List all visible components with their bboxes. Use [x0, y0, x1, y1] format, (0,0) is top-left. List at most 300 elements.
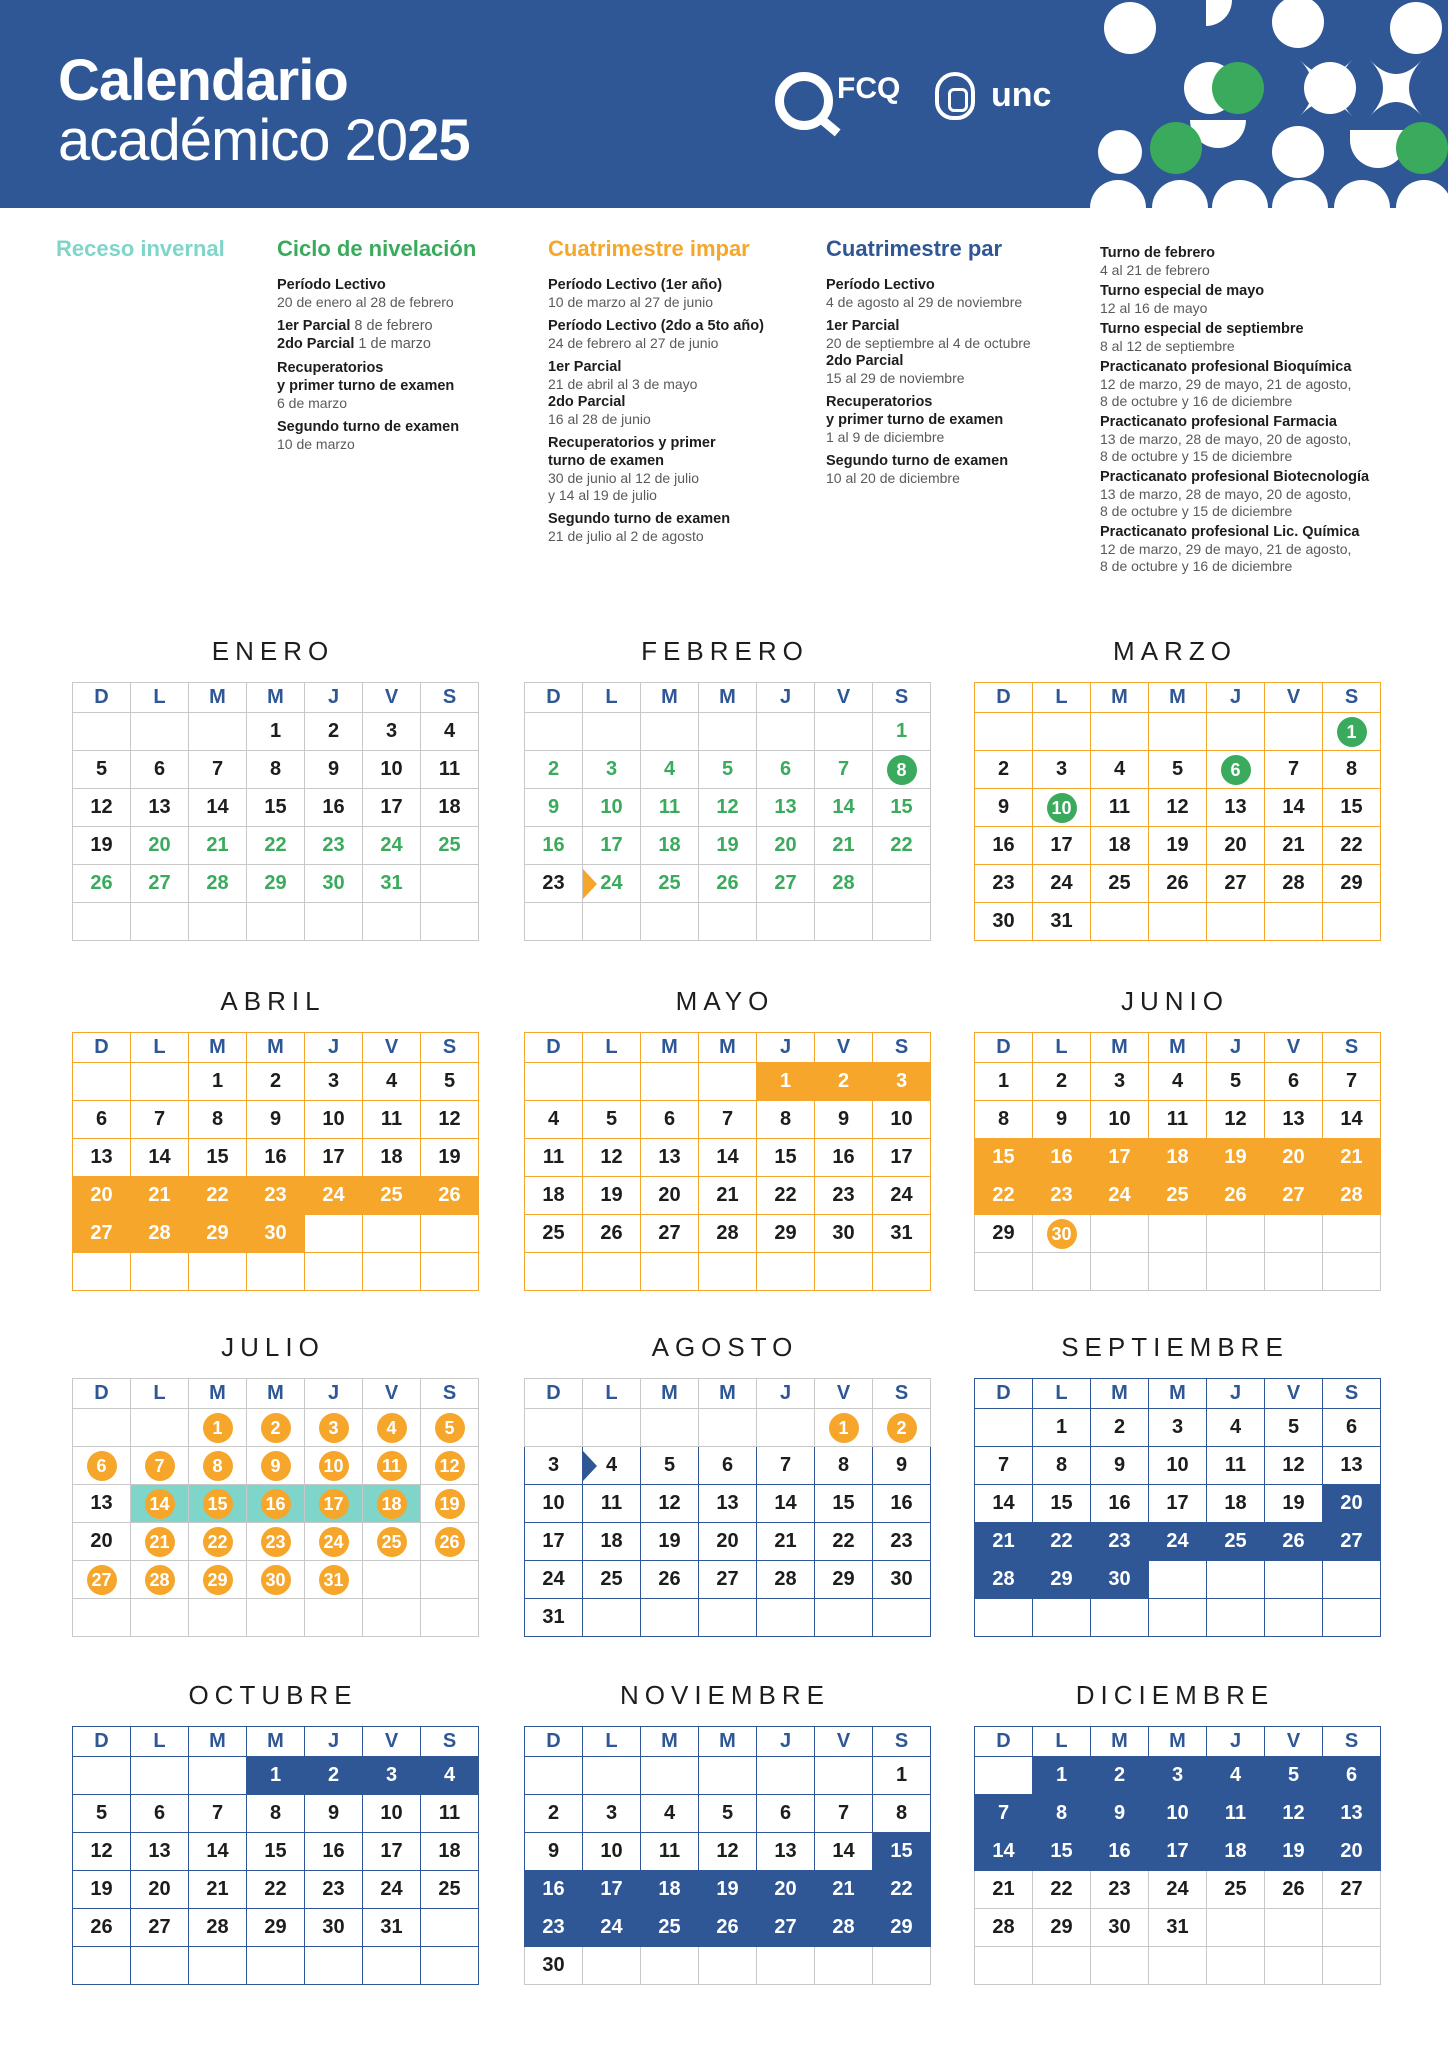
empty-cell: [1033, 1599, 1091, 1637]
day-cell: [73, 1215, 131, 1253]
day-cell: [73, 865, 131, 903]
day-number: 18: [1166, 1146, 1189, 1168]
day-number: 27: [658, 1222, 681, 1244]
day-cell: [305, 1447, 363, 1485]
day-number: 9: [895, 1454, 908, 1476]
empty-cell: [1091, 1599, 1149, 1637]
empty-cell: [641, 903, 699, 941]
day-cell: [363, 1909, 421, 1947]
day-number: 31: [542, 1606, 565, 1628]
day-cell: [583, 1523, 641, 1561]
day-number: 18: [380, 1146, 403, 1168]
week-row: [975, 751, 1381, 789]
day-cell: [363, 1063, 421, 1101]
day-number: 3: [385, 720, 398, 742]
empty-cell: [525, 1757, 583, 1795]
day-number: 26: [1224, 1184, 1247, 1206]
day-cell: [1033, 903, 1091, 941]
day-number-circled: 21: [145, 1527, 175, 1557]
day-cell: [699, 1909, 757, 1947]
day-number: 5: [1171, 758, 1184, 780]
unc-logo: [935, 72, 1055, 128]
day-cell: [873, 1561, 931, 1599]
day-number-circled: 4: [377, 1413, 407, 1443]
weekday-label: J: [757, 1727, 815, 1757]
day-number: 20: [90, 1184, 113, 1206]
day-number: 4: [663, 1802, 676, 1824]
day-number: 23: [1108, 1878, 1131, 1900]
day-number: 12: [1282, 1454, 1305, 1476]
empty-cell: [363, 1599, 421, 1637]
day-number: 1: [269, 720, 282, 742]
month-table: [974, 682, 1381, 941]
day-cell: [189, 1063, 247, 1101]
day-number: 22: [992, 1184, 1015, 1206]
day-cell: [583, 1795, 641, 1833]
day-cell: [641, 1795, 699, 1833]
day-number: 4: [385, 1070, 398, 1092]
empty-cell: [873, 1947, 931, 1985]
empty-cell: [1149, 1253, 1207, 1291]
day-cell: [189, 1485, 247, 1523]
day-number: 11: [600, 1492, 623, 1514]
day-cell: [757, 1909, 815, 1947]
week-row: [525, 1139, 931, 1177]
day-number: 15: [264, 796, 287, 818]
week-row: [975, 865, 1381, 903]
week-row: [975, 1101, 1381, 1139]
legend-item: [277, 276, 507, 311]
day-cell: [1207, 865, 1265, 903]
day-number: 30: [1108, 1568, 1131, 1590]
day-cell: [815, 1795, 873, 1833]
empty-cell: [363, 1947, 421, 1985]
day-number: 4: [443, 720, 456, 742]
day-cell: [1033, 751, 1091, 789]
day-cell: [247, 1871, 305, 1909]
day-number: 8: [269, 1802, 282, 1824]
day-number: 8: [895, 1802, 908, 1824]
day-cell: [1323, 1833, 1381, 1871]
weekday-label: D: [975, 1033, 1033, 1063]
day-cell: [583, 1833, 641, 1871]
empty-cell: [583, 1757, 641, 1795]
day-cell: [1091, 1485, 1149, 1523]
day-cell: [1091, 751, 1149, 789]
weekday-label: L: [583, 1727, 641, 1757]
day-number: 28: [1340, 1184, 1363, 1206]
day-cell: [1091, 1561, 1149, 1599]
day-number: 11: [658, 1840, 681, 1862]
empty-cell: [641, 1757, 699, 1795]
day-cell: [1207, 827, 1265, 865]
weekday-label: V: [815, 1379, 873, 1409]
day-cell: [699, 1101, 757, 1139]
week-row: [73, 1063, 479, 1101]
empty-cell: [1265, 1253, 1323, 1291]
day-number: 13: [1224, 796, 1247, 818]
legend-item-title: Turno especial de septiembre: [1100, 321, 1304, 337]
weekday-label: J: [305, 1033, 363, 1063]
title-line-2: [58, 110, 470, 172]
day-cell: [363, 1523, 421, 1561]
day-number: 9: [547, 1840, 560, 1862]
week-row: [525, 827, 931, 865]
day-number: 19: [1166, 834, 1189, 856]
weekday-label: M: [1149, 1727, 1207, 1757]
day-number: 7: [211, 1802, 224, 1824]
day-cell: [1091, 789, 1149, 827]
empty-cell: [1207, 1909, 1265, 1947]
day-cell: [525, 1795, 583, 1833]
day-number: 3: [547, 1454, 560, 1476]
day-number: 15: [1050, 1492, 1073, 1514]
day-cell: [1323, 1447, 1381, 1485]
day-number: 3: [895, 1070, 908, 1092]
legend-item-title: Recuperatorios y primer turno de examen: [826, 394, 1004, 428]
day-number: 28: [148, 1222, 171, 1244]
day-cell: [189, 1561, 247, 1599]
legend-receso: [56, 236, 246, 276]
day-cell: [1323, 1795, 1381, 1833]
day-number-circled: 10: [319, 1451, 349, 1481]
legend-item: [1100, 358, 1420, 410]
day-cell: [363, 1485, 421, 1523]
day-cell: [815, 1447, 873, 1485]
legend-item-date: 1 al 9 de diciembre: [826, 429, 945, 445]
day-cell: [641, 1215, 699, 1253]
day-cell: [975, 1215, 1033, 1253]
day-number: 30: [264, 1222, 287, 1244]
empty-cell: [1033, 1947, 1091, 1985]
week-row: [73, 713, 479, 751]
week-row: [73, 789, 479, 827]
day-cell: [1265, 827, 1323, 865]
empty-cell: [757, 1253, 815, 1291]
day-number: 26: [1166, 872, 1189, 894]
day-cell: [1033, 1523, 1091, 1561]
day-number: 30: [890, 1568, 913, 1590]
empty-cell: [73, 1253, 131, 1291]
day-number: 27: [1340, 1530, 1363, 1552]
day-number: 30: [322, 872, 345, 894]
day-cell: [305, 1909, 363, 1947]
day-number-circled: 8: [887, 755, 917, 785]
day-number: 6: [663, 1108, 676, 1130]
decorative-pattern: [1090, 0, 1448, 208]
day-cell: [975, 1063, 1033, 1101]
day-cell: [363, 713, 421, 751]
day-cell: [1207, 1063, 1265, 1101]
day-cell: [1207, 1447, 1265, 1485]
weekday-label: L: [1033, 683, 1091, 713]
day-cell: [815, 1523, 873, 1561]
day-number-circled: 3: [319, 1413, 349, 1443]
weekday-header-row: [525, 1379, 931, 1409]
day-cell: [815, 865, 873, 903]
weekday-label: S: [1323, 683, 1381, 713]
period-start-marker-icon: [583, 869, 597, 899]
week-row: [525, 713, 931, 751]
day-number: 9: [547, 796, 560, 818]
legend-item-date: 24 de febrero al 27 de junio: [548, 335, 719, 351]
week-row: [975, 1485, 1381, 1523]
week-row: [525, 1561, 931, 1599]
day-cell: [1207, 751, 1265, 789]
day-number: 22: [1050, 1878, 1073, 1900]
empty-cell: [1091, 713, 1149, 751]
day-number: 10: [890, 1108, 913, 1130]
day-number: 14: [992, 1840, 1015, 1862]
day-number: 18: [658, 1878, 681, 1900]
legend-item-title: Practicanato profesional Farmacia: [1100, 414, 1337, 430]
day-number: 19: [90, 1878, 113, 1900]
weekday-label: M: [247, 1033, 305, 1063]
weekday-label: M: [247, 683, 305, 713]
day-cell: [815, 1561, 873, 1599]
legend-item-date: 10 al 20 de diciembre: [826, 470, 960, 486]
empty-cell: [699, 903, 757, 941]
day-cell: [1033, 1833, 1091, 1871]
week-row: [73, 1139, 479, 1177]
day-number: 6: [1287, 1070, 1300, 1092]
legend-item-date: 21 de julio al 2 de agosto: [548, 528, 704, 544]
empty-cell: [73, 1063, 131, 1101]
legend-item-date: 13 de marzo, 28 de mayo, 20 de agosto, 8 de octubre y 15 de diciembre: [1100, 486, 1352, 519]
day-cell: [975, 1795, 1033, 1833]
week-row: [73, 1523, 479, 1561]
weekday-label: J: [1207, 683, 1265, 713]
empty-cell: [757, 713, 815, 751]
day-number: 17: [380, 1840, 403, 1862]
weekday-header-row: [975, 1727, 1381, 1757]
weekday-label: M: [641, 683, 699, 713]
day-number-circled: 1: [1337, 717, 1367, 747]
day-number: 4: [605, 1454, 618, 1476]
day-cell: [421, 1833, 479, 1871]
day-cell: [421, 1447, 479, 1485]
day-number: 20: [774, 834, 797, 856]
week-row: [73, 1833, 479, 1871]
month-name: AGOSTO: [651, 1332, 799, 1362]
empty-cell: [1207, 1599, 1265, 1637]
day-number-circled: 22: [203, 1527, 233, 1557]
empty-cell: [247, 1599, 305, 1637]
day-cell: [583, 865, 641, 903]
week-row: [975, 1215, 1381, 1253]
week-row: [73, 1101, 479, 1139]
day-number: 28: [206, 872, 229, 894]
legend-item-date: 15 al 29 de noviembre: [826, 370, 965, 386]
day-number: 24: [1108, 1184, 1131, 1206]
day-cell: [873, 1523, 931, 1561]
empty-cell: [131, 1599, 189, 1637]
legend-item-title: Practicanato profesional Biotecnología: [1100, 469, 1370, 485]
empty-cell: [1091, 1947, 1149, 1985]
day-cell: [1033, 1409, 1091, 1447]
month-name: ENERO: [211, 636, 335, 666]
day-cell: [757, 1485, 815, 1523]
empty-cell: [1265, 713, 1323, 751]
weekday-label: L: [131, 1379, 189, 1409]
day-number: 1: [1055, 1764, 1068, 1786]
day-cell: [641, 1485, 699, 1523]
day-number-circled: 16: [261, 1489, 291, 1519]
week-row: [73, 1215, 479, 1253]
day-cell: [247, 1485, 305, 1523]
empty-cell: [305, 903, 363, 941]
empty-cell: [189, 1253, 247, 1291]
weekday-header-row: [73, 1727, 479, 1757]
weekday-header-row: [73, 1033, 479, 1063]
day-number: 27: [1224, 872, 1247, 894]
empty-cell: [1207, 903, 1265, 941]
day-number: 15: [1050, 1840, 1073, 1862]
day-cell: [641, 1909, 699, 1947]
month-table: [974, 1726, 1381, 1985]
title-line-2-b: 25: [407, 108, 470, 173]
day-number-circled: 9: [261, 1451, 291, 1481]
unc-seal-icon: [935, 72, 975, 120]
day-number: 16: [1050, 1146, 1073, 1168]
month-table: [72, 1726, 479, 1985]
day-cell: [189, 1101, 247, 1139]
day-number: 21: [1340, 1146, 1363, 1168]
day-number: 22: [264, 834, 287, 856]
week-row: [73, 1871, 479, 1909]
legend-item-date: 12 de marzo, 29 de mayo, 21 de agosto, 8 de octubre y 16 de diciembre: [1100, 541, 1352, 574]
day-number: 23: [832, 1184, 855, 1206]
day-cell: [873, 1485, 931, 1523]
legend-item-title: Período Lectivo: [277, 277, 386, 293]
day-cell: [815, 1909, 873, 1947]
day-number: 3: [605, 1802, 618, 1824]
day-number: 29: [832, 1568, 855, 1590]
day-cell: [1091, 1177, 1149, 1215]
page-title: [58, 48, 470, 173]
day-number: 13: [774, 1840, 797, 1862]
day-cell: [1033, 1757, 1091, 1795]
week-row: [73, 1561, 479, 1599]
day-cell: [815, 827, 873, 865]
day-number: 11: [438, 1802, 461, 1824]
day-number: 7: [211, 758, 224, 780]
day-cell: [421, 1757, 479, 1795]
legend-item-title: Practicanato profesional Bioquímica: [1100, 359, 1352, 375]
day-cell: [1149, 789, 1207, 827]
month-name: JUNIO: [1121, 986, 1229, 1016]
day-cell: [1207, 1409, 1265, 1447]
empty-cell: [73, 1409, 131, 1447]
month-name: SEPTIEMBRE: [1061, 1332, 1289, 1362]
day-number: 29: [1050, 1568, 1073, 1590]
empty-cell: [1091, 1215, 1149, 1253]
empty-cell: [305, 1599, 363, 1637]
empty-cell: [699, 1757, 757, 1795]
day-number: 8: [997, 1108, 1010, 1130]
day-cell: [247, 1833, 305, 1871]
day-cell: [1091, 1409, 1149, 1447]
weekday-label: D: [525, 1033, 583, 1063]
day-number: 31: [380, 872, 403, 894]
day-cell: [1323, 1177, 1381, 1215]
day-number: 27: [1282, 1184, 1305, 1206]
day-number: 14: [148, 1146, 171, 1168]
day-number: 27: [148, 1916, 171, 1938]
day-cell: [815, 1833, 873, 1871]
day-cell: [305, 1561, 363, 1599]
day-cell: [1091, 1833, 1149, 1871]
day-cell: [815, 751, 873, 789]
month-name: NOVIEMBRE: [619, 1680, 831, 1710]
day-number: 25: [658, 872, 681, 894]
empty-cell: [1033, 1253, 1091, 1291]
day-cell: [641, 1871, 699, 1909]
header: [0, 0, 1448, 208]
day-number: 22: [890, 834, 913, 856]
empty-cell: [525, 1063, 583, 1101]
day-cell: [525, 1599, 583, 1637]
legend-item-date: 10 de marzo: [277, 436, 355, 452]
weekday-header-row: [975, 1033, 1381, 1063]
day-cell: [815, 1871, 873, 1909]
day-cell: [1033, 1447, 1091, 1485]
week-row: [975, 1833, 1381, 1871]
day-cell: [699, 1833, 757, 1871]
day-number: 3: [1171, 1764, 1184, 1786]
legend-item-date: 20 de septiembre al 4 de octubre: [826, 335, 1031, 351]
day-cell: [131, 1523, 189, 1561]
day-number-circled: 30: [261, 1565, 291, 1595]
day-number: 4: [1113, 758, 1126, 780]
day-number: 2: [997, 758, 1010, 780]
weekday-label: M: [1091, 1727, 1149, 1757]
day-cell: [641, 1833, 699, 1871]
weekday-header-row: [73, 1379, 479, 1409]
day-number: 20: [148, 834, 171, 856]
week-row: [73, 751, 479, 789]
day-cell: [757, 1561, 815, 1599]
day-cell: [247, 751, 305, 789]
day-cell: [1033, 1215, 1091, 1253]
weekday-label: M: [247, 1379, 305, 1409]
day-number: 21: [716, 1184, 739, 1206]
weekday-label: J: [757, 1379, 815, 1409]
day-number: 20: [1282, 1146, 1305, 1168]
month-name: ABRIL: [220, 986, 326, 1016]
empty-cell: [131, 903, 189, 941]
day-cell: [1033, 1139, 1091, 1177]
fcq-logo: [775, 70, 915, 130]
day-cell: [1033, 1101, 1091, 1139]
week-row: [975, 1947, 1381, 1985]
day-cell: [1091, 865, 1149, 903]
day-number-circled: 28: [145, 1565, 175, 1595]
day-number: 13: [90, 1492, 113, 1514]
day-number: 20: [1340, 1492, 1363, 1514]
day-number: 29: [992, 1222, 1015, 1244]
day-number: 17: [1166, 1492, 1189, 1514]
empty-cell: [975, 1409, 1033, 1447]
day-cell: [757, 865, 815, 903]
day-cell: [641, 1561, 699, 1599]
weekday-label: L: [131, 1727, 189, 1757]
day-cell: [247, 1101, 305, 1139]
week-row: [525, 1523, 931, 1561]
empty-cell: [1149, 1561, 1207, 1599]
day-number: 26: [90, 872, 113, 894]
empty-cell: [1207, 1215, 1265, 1253]
